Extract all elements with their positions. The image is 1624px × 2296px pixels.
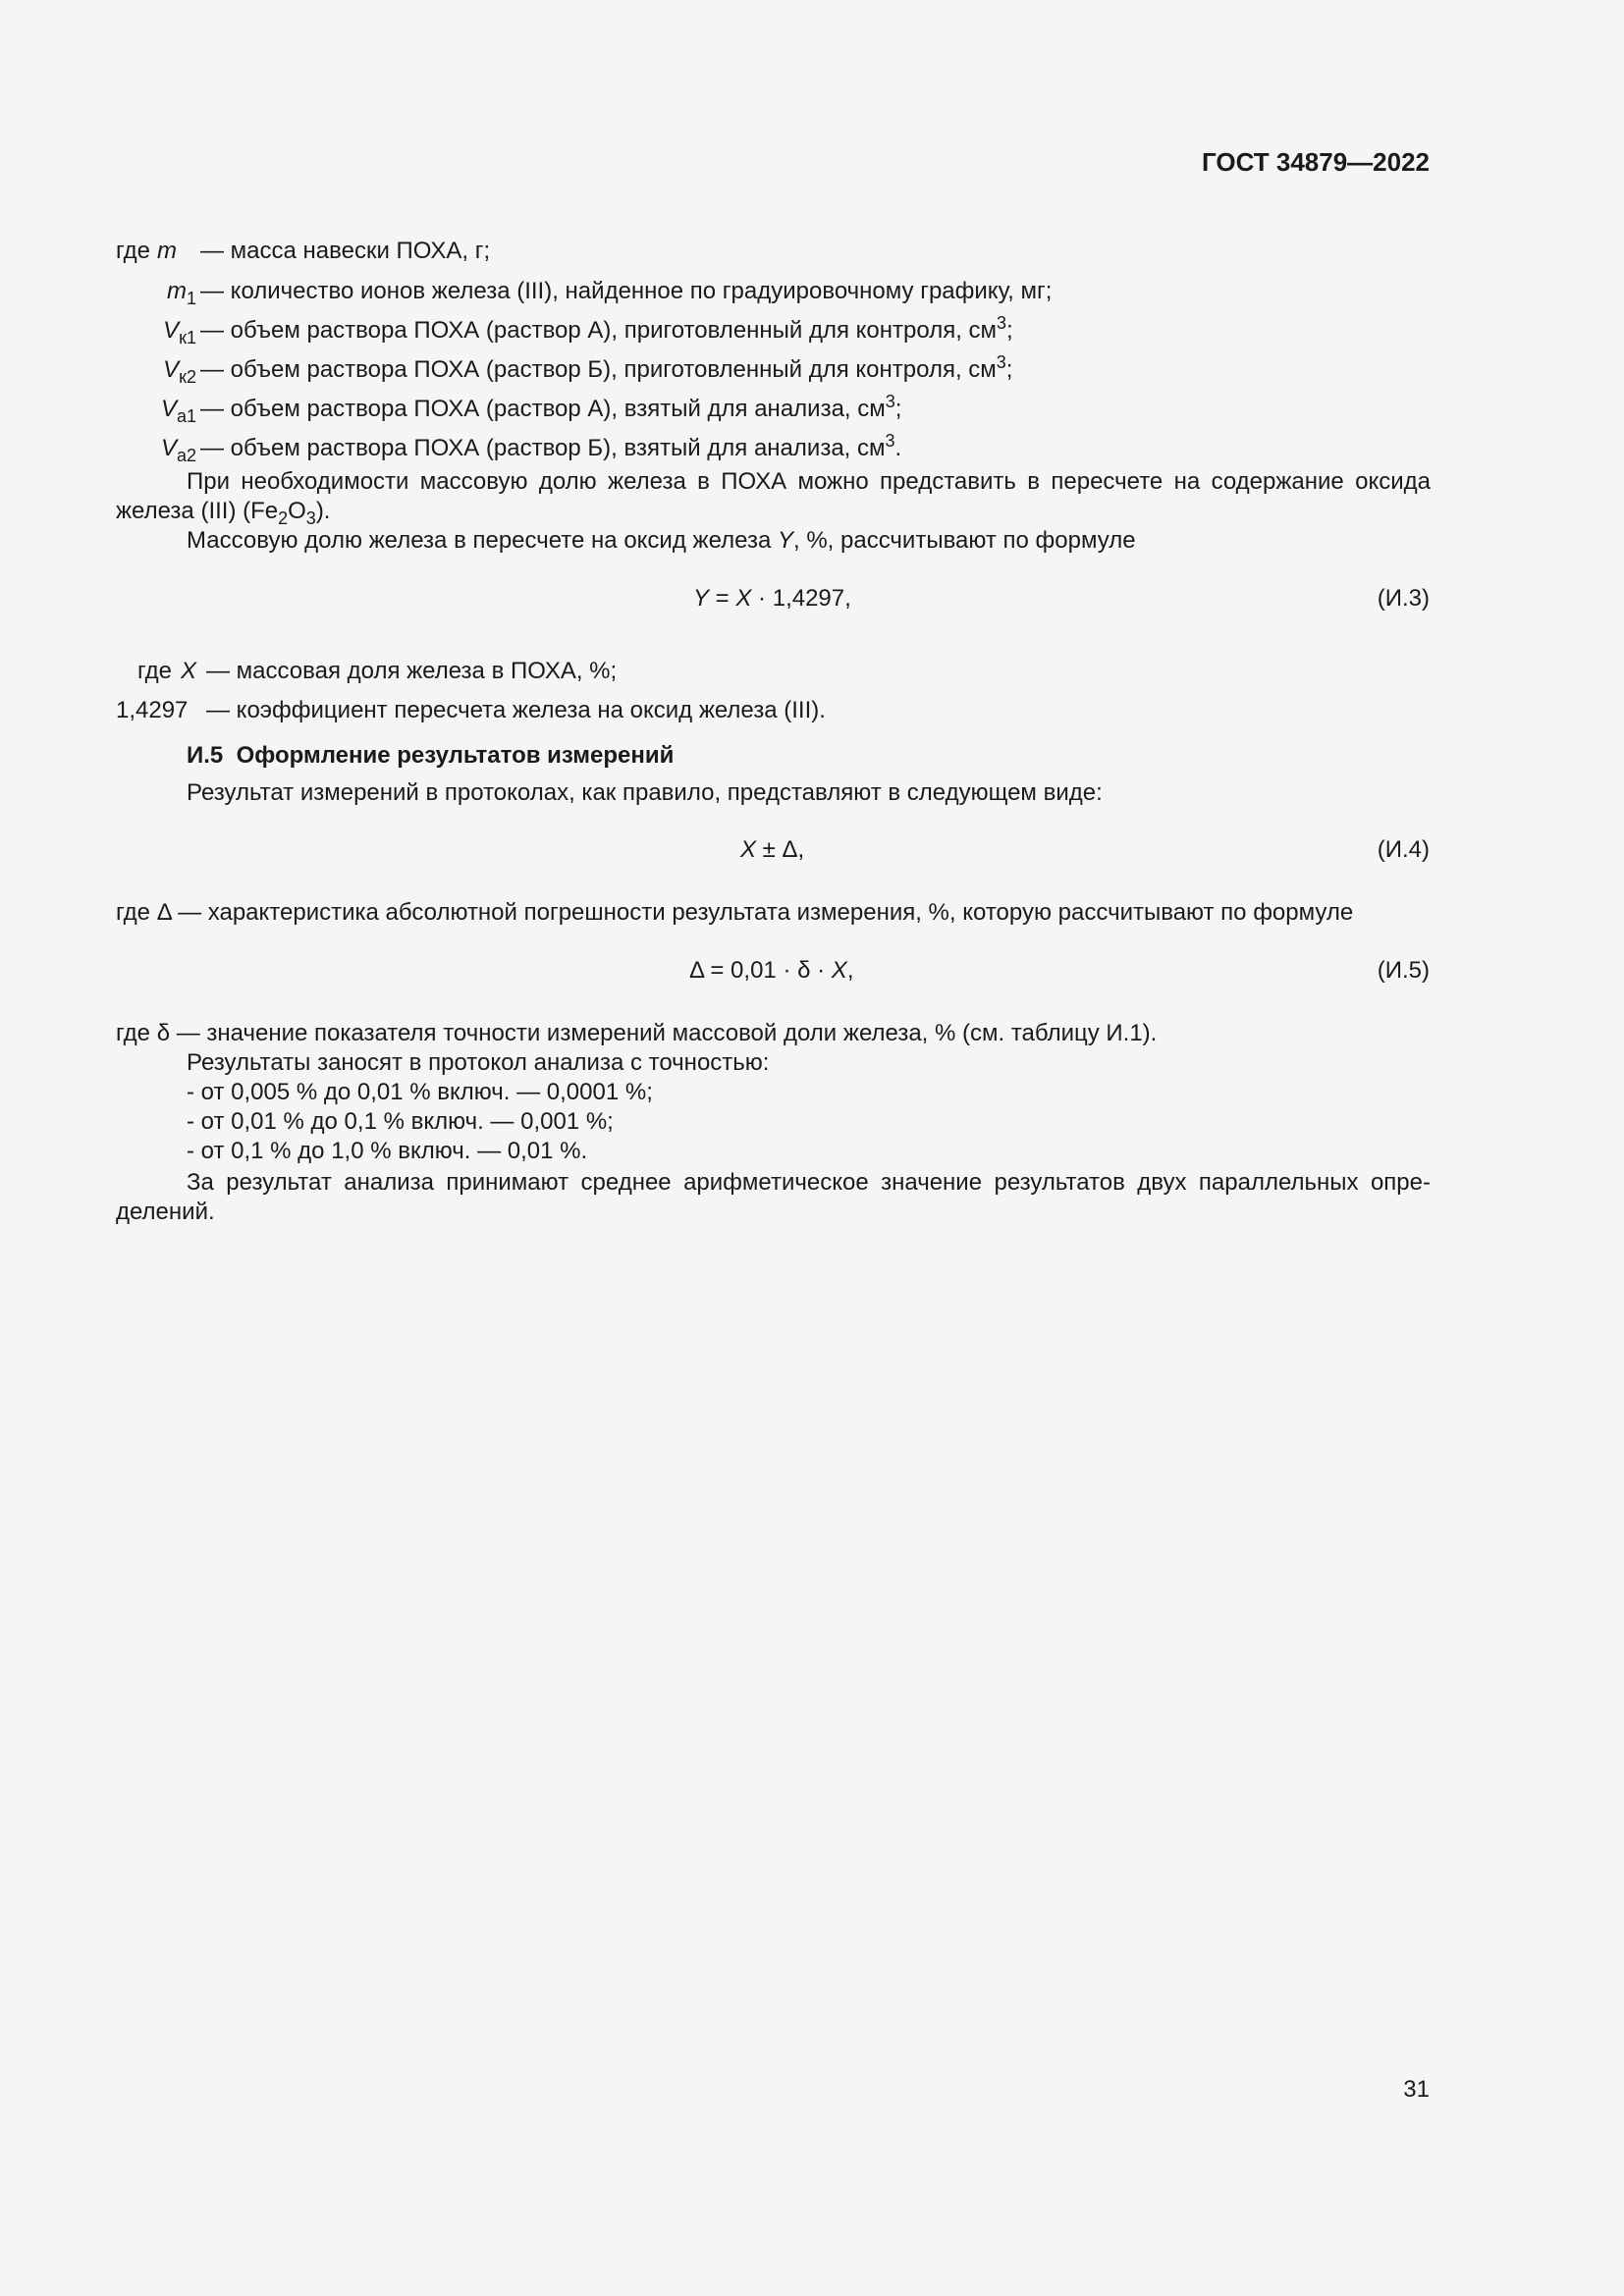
accuracy-intro: Результаты заносят в протокол анализа с точностью: (187, 1049, 770, 1076)
accuracy-item: - от 0,005 % до 0,01 % включ. — 0,0001 %; (187, 1079, 653, 1105)
paragraph-y: Массовую долю железа в пересчете на оксид железа Y, %, рассчитывают по формуле (187, 527, 1136, 554)
formula-i3-number: (И.3) (1377, 585, 1430, 612)
accuracy-item: - от 0,01 % до 0,1 % включ. — 0,001 %; (187, 1108, 614, 1135)
paragraph-oxide: При необходимости массовую долю железа в ПОХА можно представить в пересчете на содержание оксида железа (III) $(Fe_2O_3)$. (116, 468, 1431, 528)
symbol-coef: 1,4297 (116, 697, 189, 723)
formula-i3: Y = X · 1,4297, (693, 585, 851, 612)
definition-va1: — объем раствора ПОХА (раствор А), взятый для анализа, $см^3$; (200, 392, 902, 422)
formula-i4: X ± Δ, (740, 836, 805, 863)
accuracy-item: - от 0,1 % до 1,0 % включ. — 0,01 %. (187, 1138, 588, 1164)
definition-x: — массовая доля железа в ПОХА, %; (206, 658, 618, 684)
definition-m1: — количество ионов железа (III), найденное по градуировочному графику, мг; (200, 278, 1053, 304)
paragraph-result: Результат измерений в протоколах, как правило, представляют в следующем виде: (187, 779, 1103, 806)
definition-coef: — коэффициент пересчета железа на оксид железа (III). (206, 697, 826, 723)
symbol-va1: $V_{а1}$ (160, 396, 196, 426)
where2-label: где (137, 658, 173, 684)
where-label: где (116, 238, 151, 264)
definition-vk2: — объем раствора ПОХА (раствор Б), приготовленный для контроля, $см^3$; (200, 352, 1013, 383)
definition-vk1: — объем раствора ПОХА (раствор А), приготовленный для контроля, $см^3$; (200, 313, 1013, 344)
symbol-va2: $V_{а2}$ (160, 435, 196, 465)
symbol-m1: $m_1$ (166, 278, 196, 308)
final-paragraph-line2: делений. (116, 1199, 215, 1225)
definition-va2: — объем раствора ПОХА (раствор Б), взятый для анализа, $см^3$. (200, 431, 902, 461)
page-number: 31 (1403, 2076, 1430, 2103)
standard-number: ГОСТ 34879—2022 (1202, 147, 1430, 177)
formula-i5: Δ = 0,01 · δ · X, (689, 957, 854, 984)
symbol-vk2: $V_{к2}$ (163, 356, 196, 387)
section-heading: И.5 Оформление результатов измерений (187, 742, 675, 769)
where3-delta: где Δ — характеристика абсолютной погрешности результата измерения, %, которую рассчитывают по формуле (116, 899, 1354, 926)
symbol-x: X (181, 658, 197, 684)
definition-m: — масса навески ПОХА, г; (200, 238, 491, 264)
where4-delta: где δ — значение показателя точности измерений массовой доли железа, % (см. таблицу И.1). (116, 1020, 1158, 1046)
final-paragraph-line1: За результат анализа принимают среднее арифметическое значение результатов двух параллельных опре- (187, 1169, 1431, 1196)
formula-i5-number: (И.5) (1377, 957, 1430, 984)
symbol-vk1: $V_{к1}$ (163, 317, 196, 347)
formula-i4-number: (И.4) (1377, 836, 1430, 863)
symbol-m: m (157, 238, 177, 264)
